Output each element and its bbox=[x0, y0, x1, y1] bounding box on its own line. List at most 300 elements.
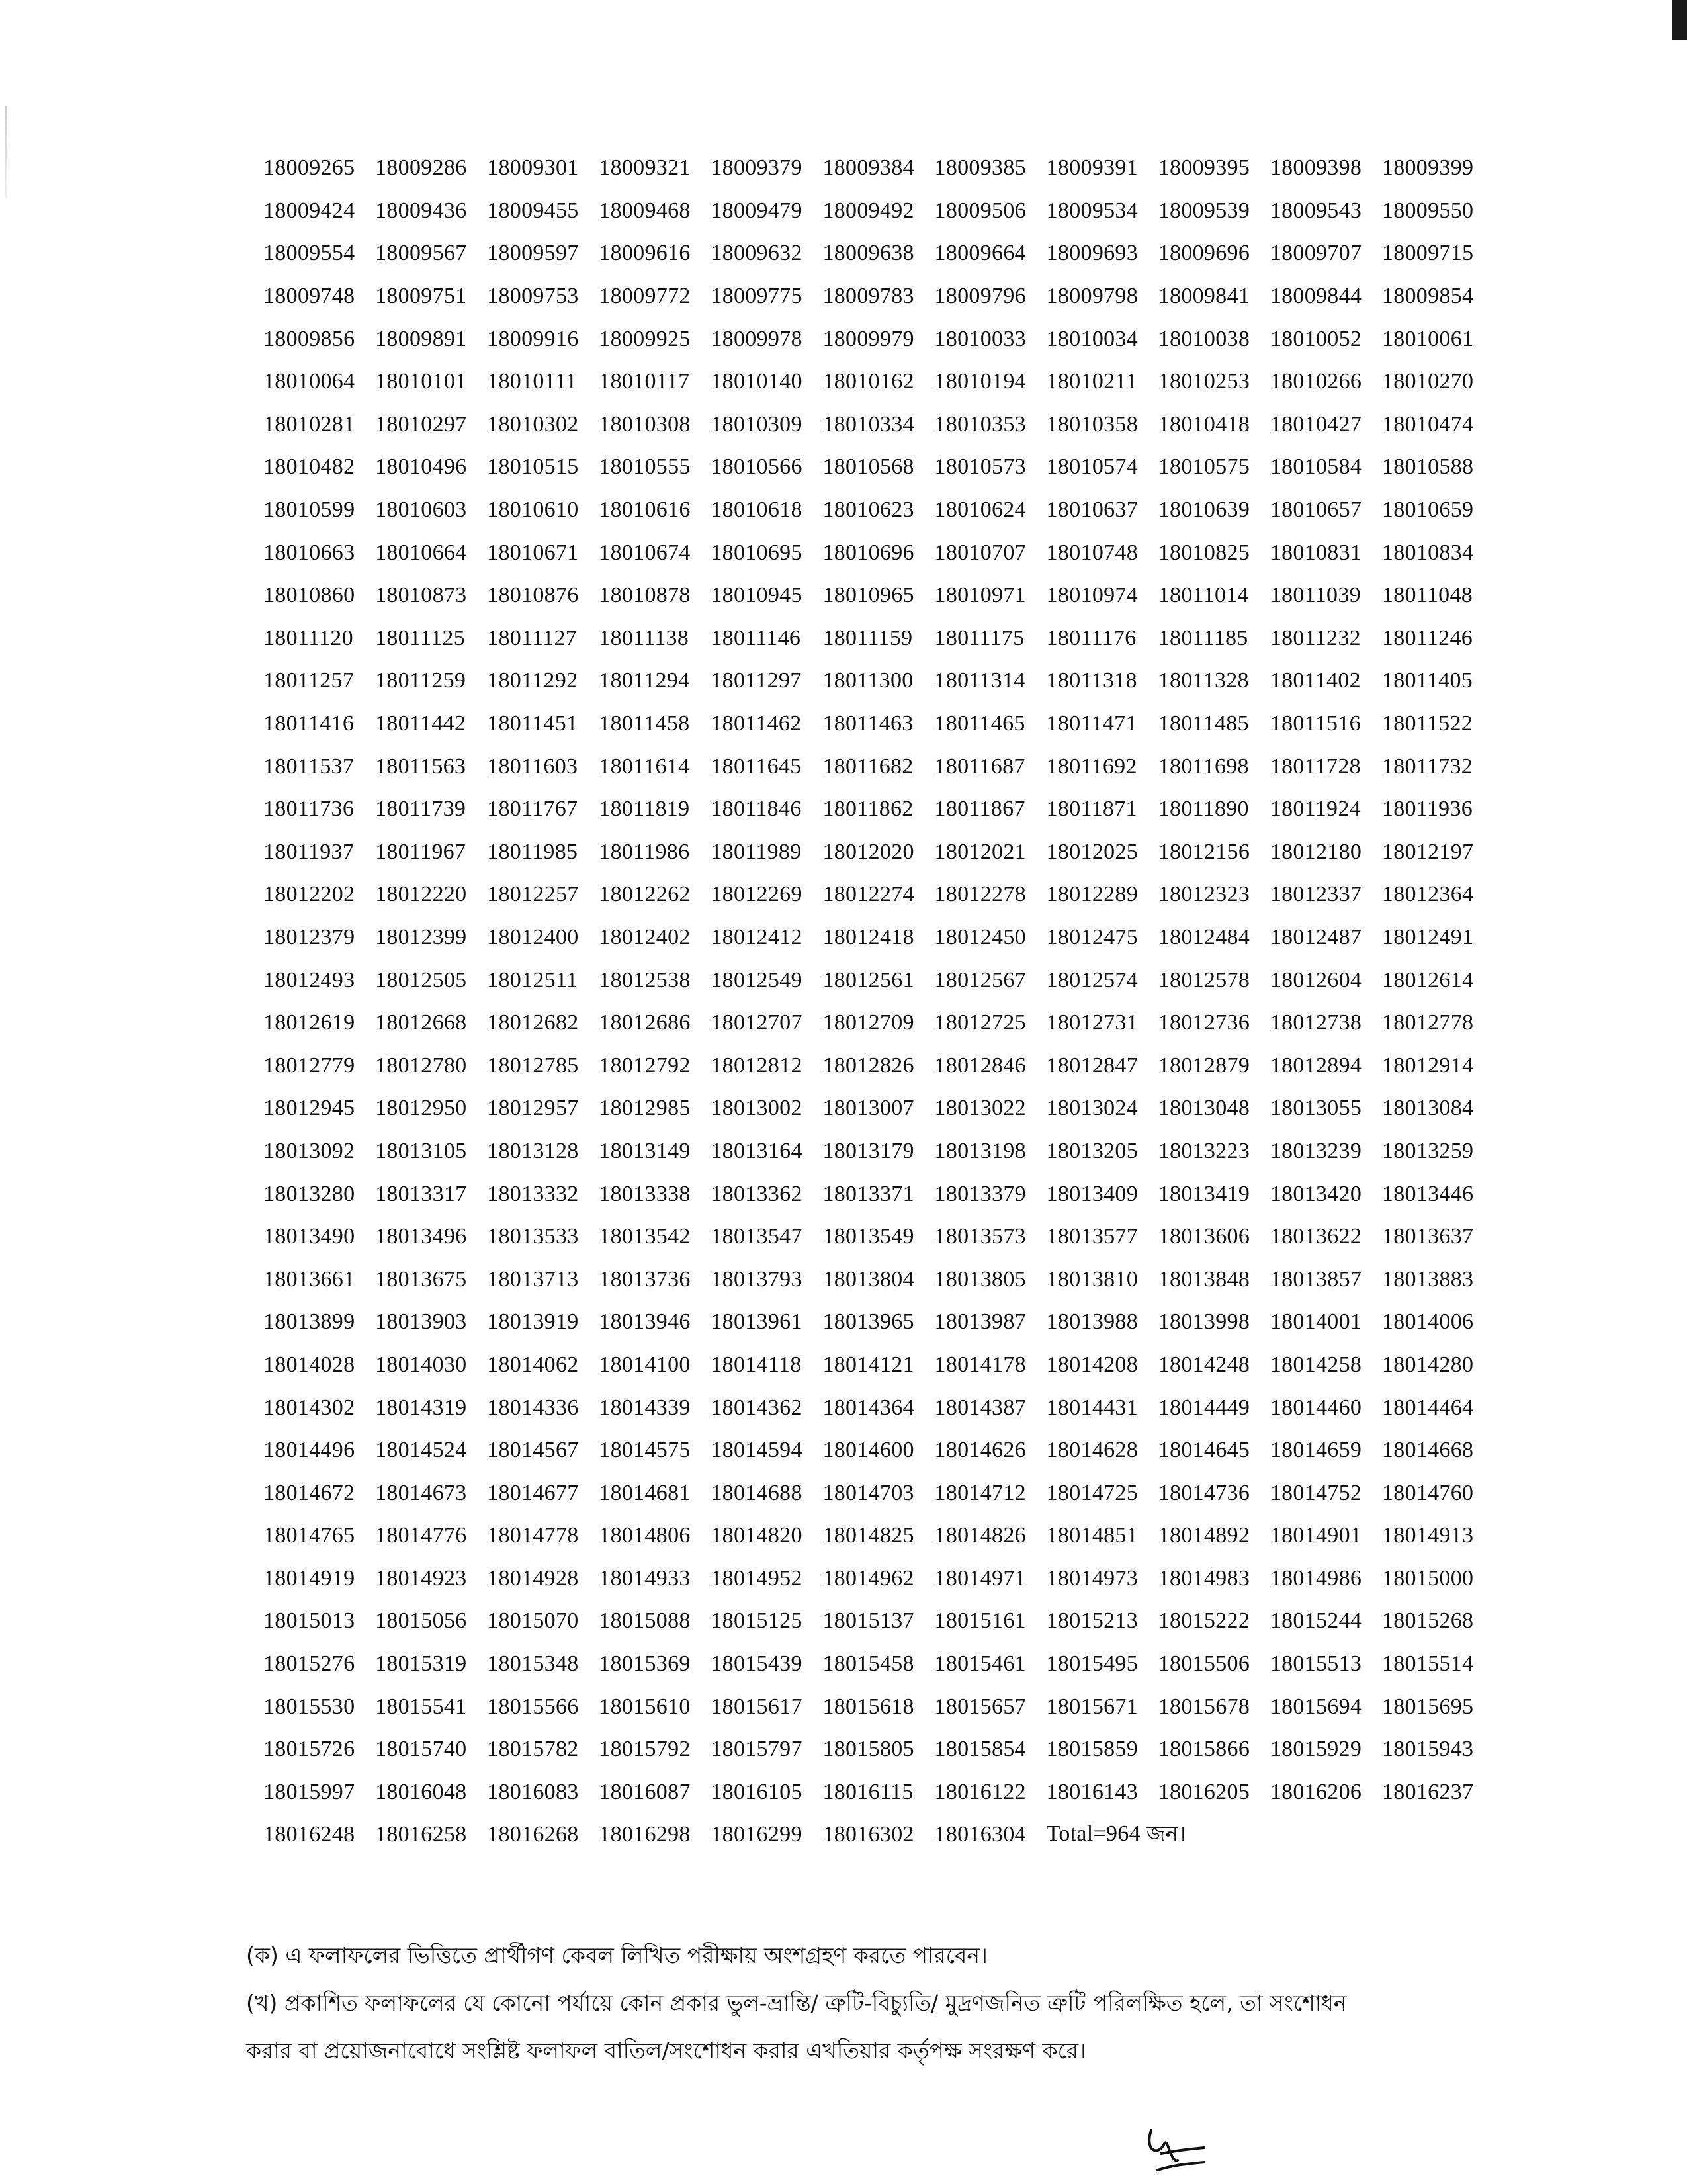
roll-number: 18009379 bbox=[711, 155, 802, 181]
roll-number: 18009616 bbox=[599, 241, 691, 266]
roll-number: 18011138 bbox=[599, 625, 689, 650]
roll-number: 18011728 bbox=[1270, 754, 1361, 779]
roll-number: 18013965 bbox=[822, 1309, 914, 1334]
roll-number: 18013987 bbox=[934, 1309, 1026, 1334]
roll-number-list bbox=[263, 147, 1494, 1856]
roll-number: 18015678 bbox=[1158, 1694, 1250, 1719]
roll-number: 18011039 bbox=[1270, 583, 1361, 608]
roll-number: 18010061 bbox=[1381, 326, 1474, 351]
roll-number: 18013239 bbox=[1270, 1138, 1362, 1163]
roll-number: 18010427 bbox=[1270, 412, 1362, 437]
roll-number: 18009398 bbox=[1270, 155, 1362, 181]
roll-number: 18009436 bbox=[375, 198, 467, 223]
roll-number: 18011146 bbox=[711, 625, 801, 650]
roll-number: 18012668 bbox=[375, 1010, 467, 1035]
roll-number: 18011402 bbox=[1270, 668, 1361, 693]
roll-number: 18016304 bbox=[934, 1822, 1026, 1847]
roll-number: 18013105 bbox=[375, 1138, 467, 1163]
roll-number: 18012847 bbox=[1046, 1053, 1139, 1078]
roll-number: 18016048 bbox=[375, 1779, 467, 1804]
roll-number: 18014387 bbox=[934, 1395, 1026, 1420]
roll-number: 18013988 bbox=[1046, 1309, 1139, 1334]
roll-number: 18010831 bbox=[1270, 540, 1362, 565]
roll-number: 18012846 bbox=[934, 1053, 1026, 1078]
roll-number: 18010748 bbox=[1046, 540, 1139, 565]
roll-number: 18011614 bbox=[599, 754, 690, 779]
roll-number: 18014258 bbox=[1270, 1352, 1362, 1377]
roll-number: 18011522 bbox=[1381, 711, 1473, 736]
roll-number: 18012379 bbox=[263, 924, 355, 949]
roll-number: 18009978 bbox=[711, 326, 802, 351]
roll-number: 18011603 bbox=[487, 754, 578, 779]
roll-number: 18014006 bbox=[1381, 1309, 1474, 1334]
roll-number: 18014567 bbox=[487, 1438, 579, 1463]
roll-number: 18011736 bbox=[263, 797, 355, 822]
roll-number: 18014677 bbox=[487, 1480, 579, 1505]
roll-number: 18009492 bbox=[822, 198, 914, 223]
roll-number: 18015859 bbox=[1046, 1737, 1139, 1762]
roll-number: 18014121 bbox=[822, 1352, 914, 1377]
roll-number: 18009479 bbox=[711, 198, 802, 223]
roll-number: 18013259 bbox=[1381, 1138, 1474, 1163]
roll-number: 18013198 bbox=[934, 1138, 1026, 1163]
roll-number: 18011563 bbox=[375, 754, 466, 779]
roll-number: 18011645 bbox=[711, 754, 802, 779]
roll-number: 18010140 bbox=[711, 369, 802, 394]
roll-number: 18010117 bbox=[599, 369, 690, 394]
roll-number: 18012418 bbox=[822, 924, 914, 949]
roll-number: 18013446 bbox=[1381, 1181, 1474, 1206]
roll-number: 18010297 bbox=[375, 412, 467, 437]
roll-number: 18014460 bbox=[1270, 1395, 1362, 1420]
roll-number: 18013961 bbox=[711, 1309, 802, 1334]
roll-number: 18014752 bbox=[1270, 1480, 1362, 1505]
roll-number: 18011862 bbox=[822, 797, 914, 822]
roll-number: 18009798 bbox=[1046, 284, 1139, 309]
roll-number: 18011767 bbox=[487, 797, 578, 822]
roll-number: 18009567 bbox=[375, 241, 467, 266]
roll-number: 18012289 bbox=[1046, 882, 1139, 907]
roll-number: 18009707 bbox=[1270, 241, 1362, 266]
signature bbox=[1138, 2124, 1211, 2177]
roll-number: 18010971 bbox=[934, 583, 1026, 608]
roll-number: 18013736 bbox=[599, 1266, 691, 1291]
roll-number: 18015805 bbox=[822, 1737, 914, 1762]
roll-number: 18010482 bbox=[263, 455, 355, 480]
roll-number: 18009753 bbox=[487, 284, 579, 309]
roll-number: 18012400 bbox=[487, 924, 579, 949]
roll-number: 18012262 bbox=[599, 882, 691, 907]
total-text: Total=964 bbox=[1046, 1821, 1141, 1847]
roll-number: 18016115 bbox=[822, 1779, 914, 1804]
roll-number: 18011014 bbox=[1158, 583, 1249, 608]
roll-number: 18015369 bbox=[599, 1651, 691, 1677]
roll-number: 18009424 bbox=[263, 198, 355, 223]
roll-number: 18014600 bbox=[822, 1438, 914, 1463]
result-notes bbox=[246, 1932, 1523, 2075]
roll-number: 18014336 bbox=[487, 1395, 579, 1420]
roll-number: 18014673 bbox=[375, 1480, 467, 1505]
roll-number: 18014362 bbox=[711, 1395, 802, 1420]
roll-number: 18014901 bbox=[1270, 1523, 1362, 1548]
roll-number: 18010270 bbox=[1381, 369, 1474, 394]
roll-number: 18014681 bbox=[599, 1480, 691, 1505]
roll-number: 18015929 bbox=[1270, 1737, 1362, 1762]
roll-number: 18015694 bbox=[1270, 1694, 1362, 1719]
roll-number: 18011416 bbox=[263, 711, 355, 736]
roll-number: 18009468 bbox=[599, 198, 691, 223]
roll-number: 18014001 bbox=[1270, 1309, 1362, 1334]
roll-number: 18010064 bbox=[263, 369, 355, 394]
roll-number: 18011485 bbox=[1158, 711, 1249, 736]
roll-number: 18012025 bbox=[1046, 839, 1139, 864]
roll-number: 18012731 bbox=[1046, 1010, 1139, 1035]
roll-number: 18010873 bbox=[375, 583, 467, 608]
roll-number: 18011328 bbox=[1158, 668, 1249, 693]
roll-number: 18010707 bbox=[934, 540, 1026, 565]
roll-number: 18010624 bbox=[934, 498, 1026, 523]
roll-number: 18014983 bbox=[1158, 1565, 1250, 1591]
roll-number: 18014364 bbox=[822, 1395, 914, 1420]
roll-number: 18014952 bbox=[711, 1565, 802, 1591]
roll-number: 18014496 bbox=[263, 1438, 355, 1463]
roll-number: 18009543 bbox=[1270, 198, 1362, 223]
roll-number: 18012619 bbox=[263, 1010, 355, 1035]
roll-number: 18013371 bbox=[822, 1181, 914, 1206]
roll-number: 18013490 bbox=[263, 1224, 355, 1249]
roll-number: 18009979 bbox=[822, 326, 914, 351]
roll-number: 18014919 bbox=[263, 1565, 355, 1591]
roll-number: 18011442 bbox=[375, 711, 466, 736]
roll-number: 18011257 bbox=[263, 668, 355, 693]
roll-number: 18012957 bbox=[487, 1096, 579, 1121]
roll-number: 18011698 bbox=[1158, 754, 1249, 779]
roll-number: 18015792 bbox=[599, 1737, 691, 1762]
roll-number: 18012278 bbox=[934, 882, 1026, 907]
roll-number: 18010474 bbox=[1381, 412, 1474, 437]
roll-number: 18012274 bbox=[822, 882, 914, 907]
roll-number: 18012484 bbox=[1158, 924, 1250, 949]
roll-number: 18012945 bbox=[263, 1096, 355, 1121]
roll-number: 18010566 bbox=[711, 455, 802, 480]
roll-number: 18012725 bbox=[934, 1010, 1026, 1035]
scan-artifact bbox=[5, 106, 7, 198]
roll-number: 18012604 bbox=[1270, 967, 1362, 992]
roll-number: 18013420 bbox=[1270, 1181, 1362, 1206]
roll-number: 18013622 bbox=[1270, 1224, 1362, 1249]
roll-number: 18014712 bbox=[934, 1480, 1026, 1505]
roll-number: 18016206 bbox=[1270, 1779, 1362, 1804]
roll-number: 18011451 bbox=[487, 711, 578, 736]
roll-number: 18015782 bbox=[487, 1737, 579, 1762]
roll-number: 18012399 bbox=[375, 924, 467, 949]
roll-number: 18012412 bbox=[711, 924, 802, 949]
roll-number: 18011867 bbox=[934, 797, 1025, 822]
roll-number: 18011318 bbox=[1046, 668, 1137, 693]
roll-number: 18009664 bbox=[934, 241, 1026, 266]
roll-number: 18014575 bbox=[599, 1438, 691, 1463]
roll-number: 18010695 bbox=[711, 540, 802, 565]
roll-number: 18013024 bbox=[1046, 1096, 1139, 1121]
roll-number: 18010588 bbox=[1381, 455, 1474, 480]
roll-number: 18014825 bbox=[822, 1523, 914, 1548]
roll-number: 18015514 bbox=[1381, 1651, 1474, 1677]
roll-number: 18010334 bbox=[822, 412, 914, 437]
roll-number: 18015276 bbox=[263, 1651, 355, 1677]
note-kha-line-2: করার বা প্রয়োজনাবোধে সংশ্লিষ্ট ফলাফল বাতিল/সংশোধন করার এখতিয়ার কর্তৃপক্ষ সংরক্ষণ করে। bbox=[246, 2038, 1086, 2064]
roll-number: 18014736 bbox=[1158, 1480, 1250, 1505]
roll-number: 18013533 bbox=[487, 1224, 579, 1249]
note-kha-line-1: (খ) প্রকাশিত ফলাফলের যে কোনো পর্যায়ে কোন প্রকার ভুল-ভ্রান্তি/ ত্রুটি-বিচ্যুতি/ মুদ্রণজনিত ত্রুটি পরিলক্ষিত হলে, তা সংশোধন bbox=[246, 1990, 1347, 2016]
roll-number: 18009783 bbox=[822, 284, 914, 309]
roll-number: 18013793 bbox=[711, 1266, 802, 1291]
roll-number: 18010584 bbox=[1270, 455, 1362, 480]
roll-number: 18014280 bbox=[1381, 1352, 1474, 1377]
roll-number: 18013179 bbox=[822, 1138, 914, 1163]
roll-number: 18009638 bbox=[822, 241, 914, 266]
roll-number: 18013223 bbox=[1158, 1138, 1250, 1163]
roll-number: 18011732 bbox=[1381, 754, 1473, 779]
roll-number: 18012511 bbox=[487, 967, 578, 992]
roll-number: 18014248 bbox=[1158, 1352, 1250, 1377]
roll-number: 18009395 bbox=[1158, 155, 1250, 181]
roll-number: 18010674 bbox=[599, 540, 691, 565]
roll-number: 18011739 bbox=[375, 797, 466, 822]
roll-number: 18014826 bbox=[934, 1523, 1026, 1548]
roll-number: 18014668 bbox=[1381, 1438, 1474, 1463]
roll-number: 18013332 bbox=[487, 1181, 579, 1206]
total-unit: জন। bbox=[1146, 1821, 1186, 1847]
roll-number: 18015319 bbox=[375, 1651, 467, 1677]
roll-number: 18012487 bbox=[1270, 924, 1362, 949]
roll-number: 18014431 bbox=[1046, 1395, 1139, 1420]
roll-number: 18011989 bbox=[711, 839, 802, 864]
roll-number: 18016302 bbox=[822, 1822, 914, 1847]
roll-number: 18014688 bbox=[711, 1480, 802, 1505]
roll-number: 18012950 bbox=[375, 1096, 467, 1121]
note-ka: (ক) এ ফলাফলের ভিত্তিতে প্রার্থীগণ কেবল লিখিত পরীক্ষায় অংশগ্রহণ করতে পারবেন। bbox=[246, 1943, 988, 1968]
roll-number: 18015866 bbox=[1158, 1737, 1250, 1762]
roll-number: 18013899 bbox=[263, 1309, 355, 1334]
roll-number: 18011175 bbox=[934, 625, 1025, 650]
roll-number: 18014933 bbox=[599, 1565, 691, 1591]
roll-number: 18010610 bbox=[487, 498, 579, 523]
roll-number: 18012707 bbox=[711, 1010, 802, 1035]
roll-number: 18012578 bbox=[1158, 967, 1250, 992]
roll-number: 18012879 bbox=[1158, 1053, 1250, 1078]
roll-number: 18013149 bbox=[599, 1138, 691, 1163]
roll-number: 18012491 bbox=[1381, 924, 1474, 949]
roll-number: 18011127 bbox=[487, 625, 578, 650]
roll-number: 18014208 bbox=[1046, 1352, 1139, 1377]
roll-number: 18014778 bbox=[487, 1523, 579, 1548]
roll-number: 18012549 bbox=[711, 967, 802, 992]
roll-number: 18013092 bbox=[263, 1138, 355, 1163]
roll-number: 18010825 bbox=[1158, 540, 1250, 565]
roll-number: 18009925 bbox=[599, 326, 691, 351]
roll-number: 18010496 bbox=[375, 455, 467, 480]
roll-number: 18010663 bbox=[263, 540, 355, 565]
roll-number: 18013998 bbox=[1158, 1309, 1250, 1334]
roll-number: 18011890 bbox=[1158, 797, 1249, 822]
roll-number: 18014118 bbox=[711, 1352, 802, 1377]
roll-number: 18015000 bbox=[1381, 1565, 1474, 1591]
roll-number: 18015244 bbox=[1270, 1608, 1362, 1634]
roll-number: 18010637 bbox=[1046, 498, 1139, 523]
roll-number: 18009384 bbox=[822, 155, 914, 181]
roll-number: 18009265 bbox=[263, 155, 355, 181]
roll-number: 18016258 bbox=[375, 1822, 467, 1847]
roll-number: 18015056 bbox=[375, 1608, 467, 1634]
roll-number: 18015137 bbox=[822, 1608, 914, 1634]
roll-number: 18009772 bbox=[599, 284, 691, 309]
roll-number: 18015566 bbox=[487, 1694, 579, 1719]
roll-number: 18011682 bbox=[822, 754, 914, 779]
roll-number: 18015513 bbox=[1270, 1651, 1362, 1677]
roll-number: 18015458 bbox=[822, 1651, 914, 1677]
roll-number: 18012778 bbox=[1381, 1010, 1474, 1035]
roll-number: 18015671 bbox=[1046, 1694, 1139, 1719]
roll-number: 18010945 bbox=[711, 583, 802, 608]
roll-number: 18009916 bbox=[487, 326, 579, 351]
roll-number: 18014971 bbox=[934, 1565, 1026, 1591]
roll-number: 18010555 bbox=[599, 455, 691, 480]
roll-number: 18009844 bbox=[1270, 284, 1362, 309]
roll-number: 18010574 bbox=[1046, 455, 1139, 480]
roll-number: 18013848 bbox=[1158, 1266, 1250, 1291]
roll-number: 18015997 bbox=[263, 1779, 355, 1804]
roll-number: 18014628 bbox=[1046, 1438, 1139, 1463]
roll-number: 18012738 bbox=[1270, 1010, 1362, 1035]
roll-number: 18014626 bbox=[934, 1438, 1026, 1463]
roll-number: 18012323 bbox=[1158, 882, 1250, 907]
roll-number: 18010033 bbox=[934, 326, 1026, 351]
roll-number: 18012686 bbox=[599, 1010, 691, 1035]
roll-number: 18010878 bbox=[599, 583, 691, 608]
roll-number: 18014725 bbox=[1046, 1480, 1139, 1505]
roll-number: 18013675 bbox=[375, 1266, 467, 1291]
roll-number: 18011871 bbox=[1046, 797, 1137, 822]
roll-number: 18010111 bbox=[487, 369, 578, 394]
roll-number: 18011292 bbox=[487, 668, 578, 693]
roll-number: 18013362 bbox=[711, 1181, 802, 1206]
roll-number: 18015161 bbox=[934, 1608, 1026, 1634]
roll-number: 18009693 bbox=[1046, 241, 1139, 266]
roll-number: 18010639 bbox=[1158, 498, 1250, 523]
roll-number: 18010603 bbox=[375, 498, 467, 523]
roll-number: 18013661 bbox=[263, 1266, 355, 1291]
roll-number: 18014923 bbox=[375, 1565, 467, 1591]
roll-number: 18015541 bbox=[375, 1694, 467, 1719]
roll-number: 18009856 bbox=[263, 326, 355, 351]
roll-number: 18016143 bbox=[1046, 1779, 1139, 1804]
roll-number: 18009455 bbox=[487, 198, 579, 223]
roll-number: 18010266 bbox=[1270, 369, 1362, 394]
roll-number: 18010253 bbox=[1158, 369, 1250, 394]
roll-number: 18013857 bbox=[1270, 1266, 1362, 1291]
roll-number: 18015610 bbox=[599, 1694, 691, 1719]
roll-number: 18015797 bbox=[711, 1737, 802, 1762]
roll-number: 18010194 bbox=[934, 369, 1026, 394]
roll-number: 18012561 bbox=[822, 967, 914, 992]
roll-number: 18013317 bbox=[375, 1181, 467, 1206]
roll-number: 18014030 bbox=[375, 1352, 467, 1377]
roll-number: 18015943 bbox=[1381, 1737, 1474, 1762]
roll-number: 18015070 bbox=[487, 1608, 579, 1634]
roll-number: 18013338 bbox=[599, 1181, 691, 1206]
roll-number: 18013804 bbox=[822, 1266, 914, 1291]
roll-number: 18009321 bbox=[599, 155, 691, 181]
roll-number: 18011405 bbox=[1381, 668, 1473, 693]
roll-number: 18011937 bbox=[263, 839, 355, 864]
roll-number: 18009539 bbox=[1158, 198, 1250, 223]
roll-number: 18013022 bbox=[934, 1096, 1026, 1121]
roll-number: 18011232 bbox=[1270, 625, 1361, 650]
roll-number: 18012202 bbox=[263, 882, 355, 907]
roll-number: 18014851 bbox=[1046, 1523, 1139, 1548]
roll-number: 18013084 bbox=[1381, 1096, 1474, 1121]
roll-number: 18012493 bbox=[263, 967, 355, 992]
roll-number: 18010353 bbox=[934, 412, 1026, 437]
roll-number: 18015439 bbox=[711, 1651, 802, 1677]
roll-number: 18009550 bbox=[1381, 198, 1474, 223]
roll-number: 18011297 bbox=[711, 668, 802, 693]
roll-number: 18011465 bbox=[934, 711, 1025, 736]
roll-number: 18016268 bbox=[487, 1822, 579, 1847]
roll-number: 18012574 bbox=[1046, 967, 1139, 992]
roll-number: 18010162 bbox=[822, 369, 914, 394]
roll-number: 18014178 bbox=[934, 1352, 1026, 1377]
roll-number: 18013903 bbox=[375, 1309, 467, 1334]
roll-number: 18012021 bbox=[934, 839, 1026, 864]
roll-number: 18010418 bbox=[1158, 412, 1250, 437]
roll-number: 18013946 bbox=[599, 1309, 691, 1334]
roll-number: 18010568 bbox=[822, 455, 914, 480]
roll-number: 18012826 bbox=[822, 1053, 914, 1078]
roll-number: 18011537 bbox=[263, 754, 355, 779]
roll-number: 18012709 bbox=[822, 1010, 914, 1035]
roll-number: 18015695 bbox=[1381, 1694, 1474, 1719]
roll-number: 18015461 bbox=[934, 1651, 1026, 1677]
roll-number: 18013205 bbox=[1046, 1138, 1139, 1163]
roll-number: 18012682 bbox=[487, 1010, 579, 1035]
roll-number: 18010860 bbox=[263, 583, 355, 608]
roll-number: 18012156 bbox=[1158, 839, 1250, 864]
roll-number: 18009841 bbox=[1158, 284, 1250, 309]
roll-number: 18012812 bbox=[711, 1053, 802, 1078]
roll-number: 18011967 bbox=[375, 839, 466, 864]
roll-number: 18014765 bbox=[263, 1523, 355, 1548]
roll-number: 18010974 bbox=[1046, 583, 1139, 608]
roll-number: 18013573 bbox=[934, 1224, 1026, 1249]
roll-number: 18016237 bbox=[1381, 1779, 1474, 1804]
roll-number: 18015854 bbox=[934, 1737, 1026, 1762]
roll-number: 18010623 bbox=[822, 498, 914, 523]
roll-number: 18011176 bbox=[1046, 625, 1137, 650]
roll-number: 18009775 bbox=[711, 284, 802, 309]
roll-number: 18010965 bbox=[822, 583, 914, 608]
roll-number: 18011120 bbox=[263, 625, 353, 650]
roll-number: 18014659 bbox=[1270, 1438, 1362, 1463]
roll-number: 18010671 bbox=[487, 540, 579, 565]
roll-number: 18011692 bbox=[1046, 754, 1137, 779]
roll-number: 18012364 bbox=[1381, 882, 1474, 907]
roll-number: 18011246 bbox=[1381, 625, 1473, 650]
roll-number: 18016298 bbox=[599, 1822, 691, 1847]
roll-number: 18015013 bbox=[263, 1608, 355, 1634]
roll-number: 18015726 bbox=[263, 1737, 355, 1762]
roll-number: 18009891 bbox=[375, 326, 467, 351]
